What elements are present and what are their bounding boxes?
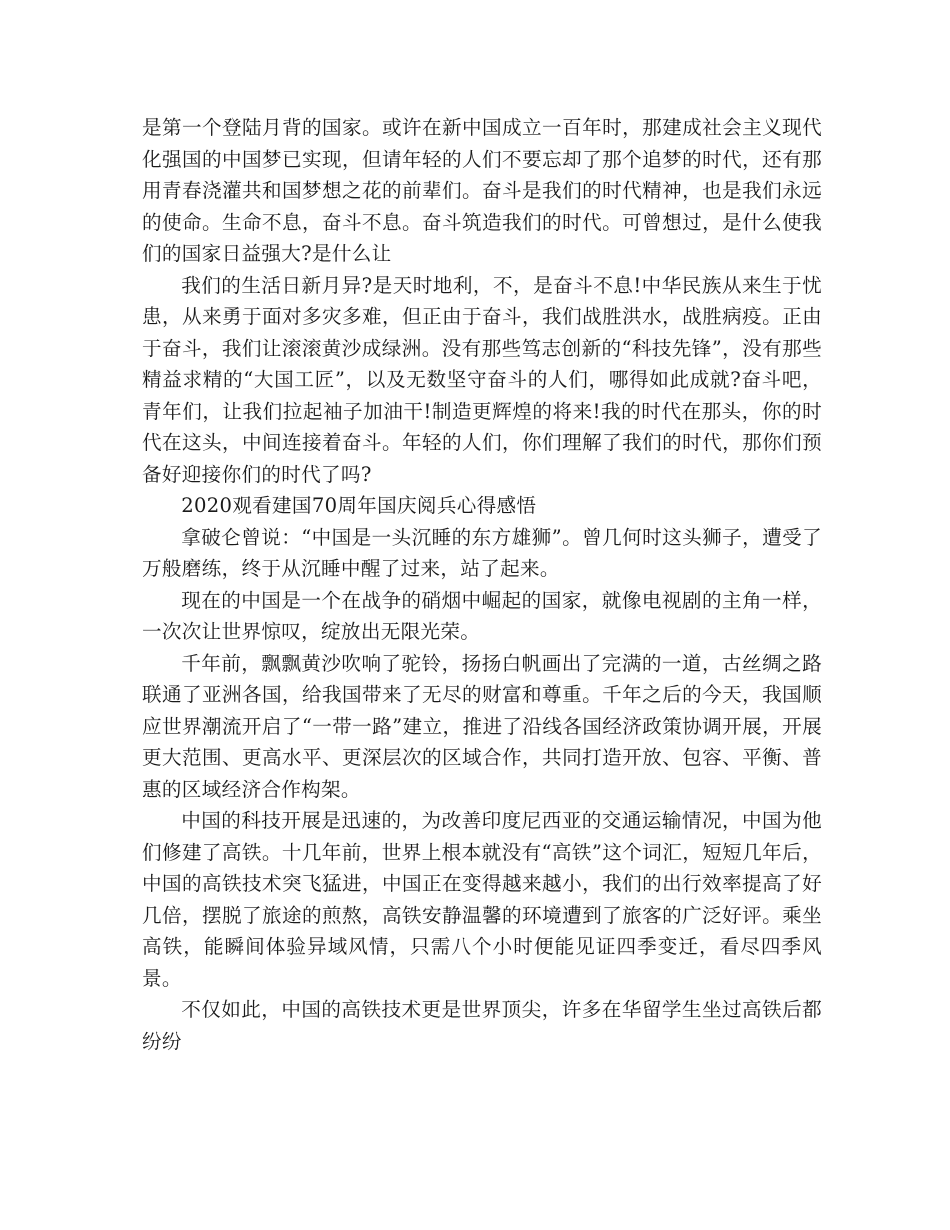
paragraph-3: 拿破仑曾说：“中国是一头沉睡的东方雄狮”。曾几何时这头狮子，遭受了万般磨练，终于从沉睡中醒了过来，站了起来。: [142, 525, 822, 580]
document-body: [142, 112, 822, 1057]
paragraph-7: 不仅如此，中国的高铁技术更是世界顶尖，许多在华留学生坐过高铁后都纷纷: [142, 998, 822, 1053]
paragraph-4: 现在的中国是一个在战争的硝烟中崛起的国家，就像电视剧的主角一样，一次次让世界惊叹，绽放出无限光荣。: [142, 588, 822, 643]
section-heading: 2020观看建国70周年国庆阅兵心得感悟: [181, 494, 537, 517]
paragraph-1: 是第一个登陆月背的国家。或许在新中国成立一百年时，那建成社会主义现代化强国的中国梦已实现，但请年轻的人们不要忘却了那个追梦的时代，还有那用青春浇灌共和国梦想之花的前辈们。奋斗是我们的时代精神，也是我们永远的使命。生命不息，奋斗不息。奋斗筑造我们的时代。可曾想过，是什么使我们的国家日益强大?是什么让: [142, 116, 822, 265]
paragraph-2: 我们的生活日新月异?是天时地利，不，是奋斗不息!中华民族从来生于忧患，从来勇于面对多灾多难，但正由于奋斗，我们战胜洪水，战胜病疫。正由于奋斗，我们让滚滚黄沙成绿洲。没有那些笃志创新的“科技先锋”，没有那些精益求精的“大国工匠”，以及无数坚守奋斗的人们，哪得如此成就?奋斗吧，青年们，让我们拉起袖子加油干!制造更辉煌的将来!我的时代在那头，你的时代在这头，中间连接着奋斗。年轻的人们，你们理解了我们的时代，那你们预备好迎接你们的时代了吗?: [142, 273, 822, 486]
paragraph-5: 千年前，飘飘黄沙吹响了驼铃，扬扬白帆画出了完满的一道，古丝绸之路联通了亚洲各国，给我国带来了无尽的财富和尊重。千年之后的今天，我国顺应世界潮流开启了“一带一路”建立，推进了沿线各国经济政策协调开展，开展更大范围、更高水平、更深层次的区域合作，共同打造开放、包容、平衡、普惠的区域经济合作构架。: [142, 651, 822, 801]
paragraph-6: 中国的科技开展是迅速的，为改善印度尼西亚的交通运输情况，中国为他们修建了高铁。十几年前，世界上根本就没有“高铁”这个词汇，短短几年后，中国的高铁技术突飞猛进，中国正在变得越来越小，我们的出行效率提高了好几倍，摆脱了旅途的煎熬，高铁安静温馨的环境遭到了旅客的广泛好评。乘坐高铁，能瞬间体验异域风情，只需八个小时便能见证四季变迁，看尽四季风景。: [142, 809, 822, 990]
